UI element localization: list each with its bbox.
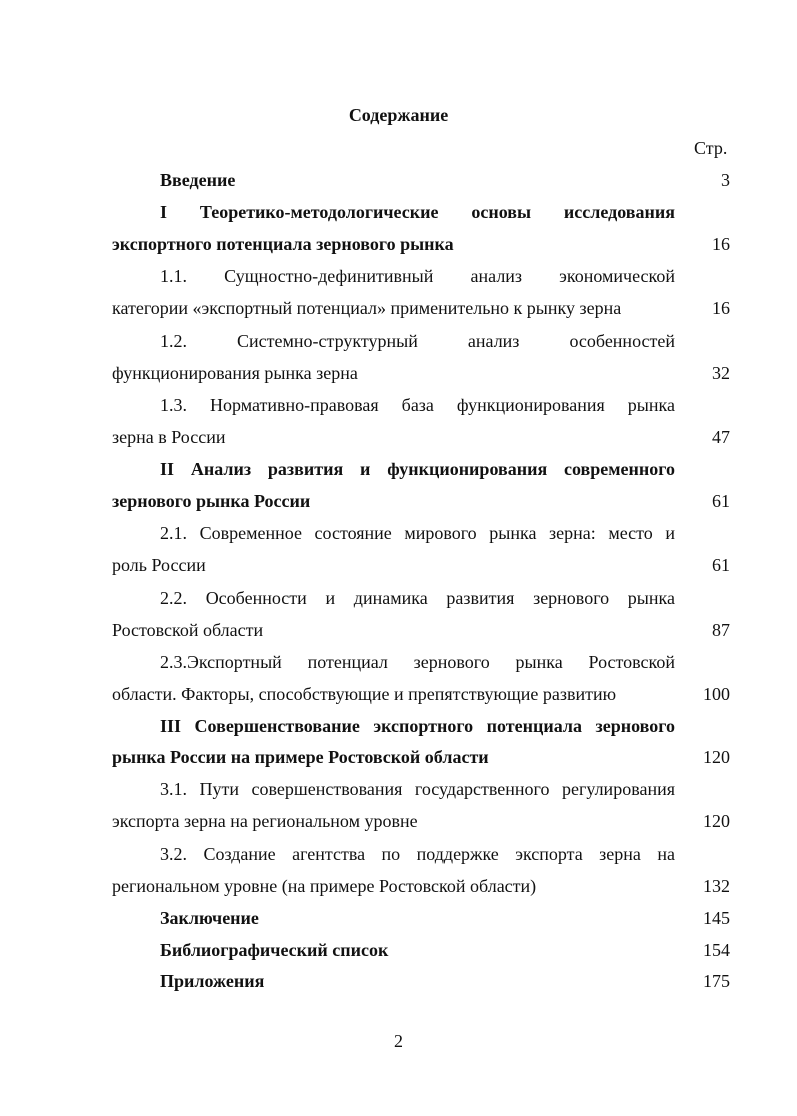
toc-entry-title: 2.1. Современное состояние мирового рынка зерна: место и xyxy=(160,523,675,543)
toc-entry-title: 1.3. Нормативно-правовая база функционирования рынка xyxy=(160,395,675,415)
toc-entry-title-cont: региональном уровне (на примере Ростовской области) xyxy=(112,876,537,896)
toc-page-number: 120 xyxy=(703,811,730,831)
toc-entry-title-cont: рынка России на примере Ростовской области xyxy=(112,747,489,767)
toc-entry-title: Заключение xyxy=(160,908,259,928)
toc-page-number: 175 xyxy=(703,971,730,991)
toc-entry-title: III Совершенствование экспортного потенциала зернового xyxy=(160,716,675,736)
toc-entry-title: II Анализ развития и функционирования современного xyxy=(160,459,675,479)
toc-page-number: 61 xyxy=(712,491,730,511)
page-column-header: Стр. xyxy=(694,138,728,158)
toc-entry-title-cont: области. Факторы, способствующие и препятствующие развитию xyxy=(112,684,617,704)
toc-entry-title-cont: Ростовской области xyxy=(112,620,264,640)
toc-page-number: 87 xyxy=(712,620,730,640)
page-title: Содержание xyxy=(348,105,449,125)
toc-entry-title-cont: экспортного потенциала зернового рынка xyxy=(112,234,454,254)
toc-page-number: 32 xyxy=(712,363,730,383)
toc-page-number: 61 xyxy=(712,555,730,575)
toc-entry-title: Библиографический список xyxy=(160,940,389,960)
toc-page-number: 47 xyxy=(712,427,730,447)
toc-entry-title-cont: категории «экспортный потенциал» применительно к рынку зерна xyxy=(112,298,622,318)
toc-page-number: 16 xyxy=(712,234,730,254)
toc-entry-title: I Теоретико-методологические основы исследования xyxy=(160,202,675,222)
toc-page-number: 132 xyxy=(703,876,730,896)
toc-page-number: 120 xyxy=(703,747,730,767)
footer-page-number: 2 xyxy=(394,1031,403,1051)
toc-page-number: 154 xyxy=(703,940,730,960)
toc-page-number: 145 xyxy=(703,908,730,928)
toc-entry-title-cont: роль России xyxy=(112,555,206,575)
toc-entry-title: 2.2. Особенности и динамика развития зернового рынка xyxy=(160,588,675,608)
toc-entry-title: 1.2. Системно-структурный анализ особенностей xyxy=(160,331,675,351)
toc-entry-title: Введение xyxy=(160,170,236,190)
toc-entry-title-cont: экспорта зерна на региональном уровне xyxy=(112,811,418,831)
toc-entry-title: 3.2. Создание агентства по поддержке экспорта зерна на xyxy=(160,844,675,864)
toc-entry-title: Приложения xyxy=(160,971,265,991)
toc-entry-title: 2.3.Экспортный потенциал зернового рынка Ростовской xyxy=(160,652,675,672)
toc-entry-title-cont: функционирования рынка зерна xyxy=(112,363,358,383)
toc-entry-title: 3.1. Пути совершенствования государственного регулирования xyxy=(160,779,675,799)
toc-entry-title-cont: зерна в России xyxy=(112,427,226,447)
toc-entry-title-cont: зернового рынка России xyxy=(112,491,311,511)
toc-page-number: 16 xyxy=(712,298,730,318)
toc-page-number: 3 xyxy=(721,170,730,190)
toc-entry-title: 1.1. Сущностно-дефинитивный анализ экономической xyxy=(160,266,675,286)
toc-page-number: 100 xyxy=(703,684,730,704)
